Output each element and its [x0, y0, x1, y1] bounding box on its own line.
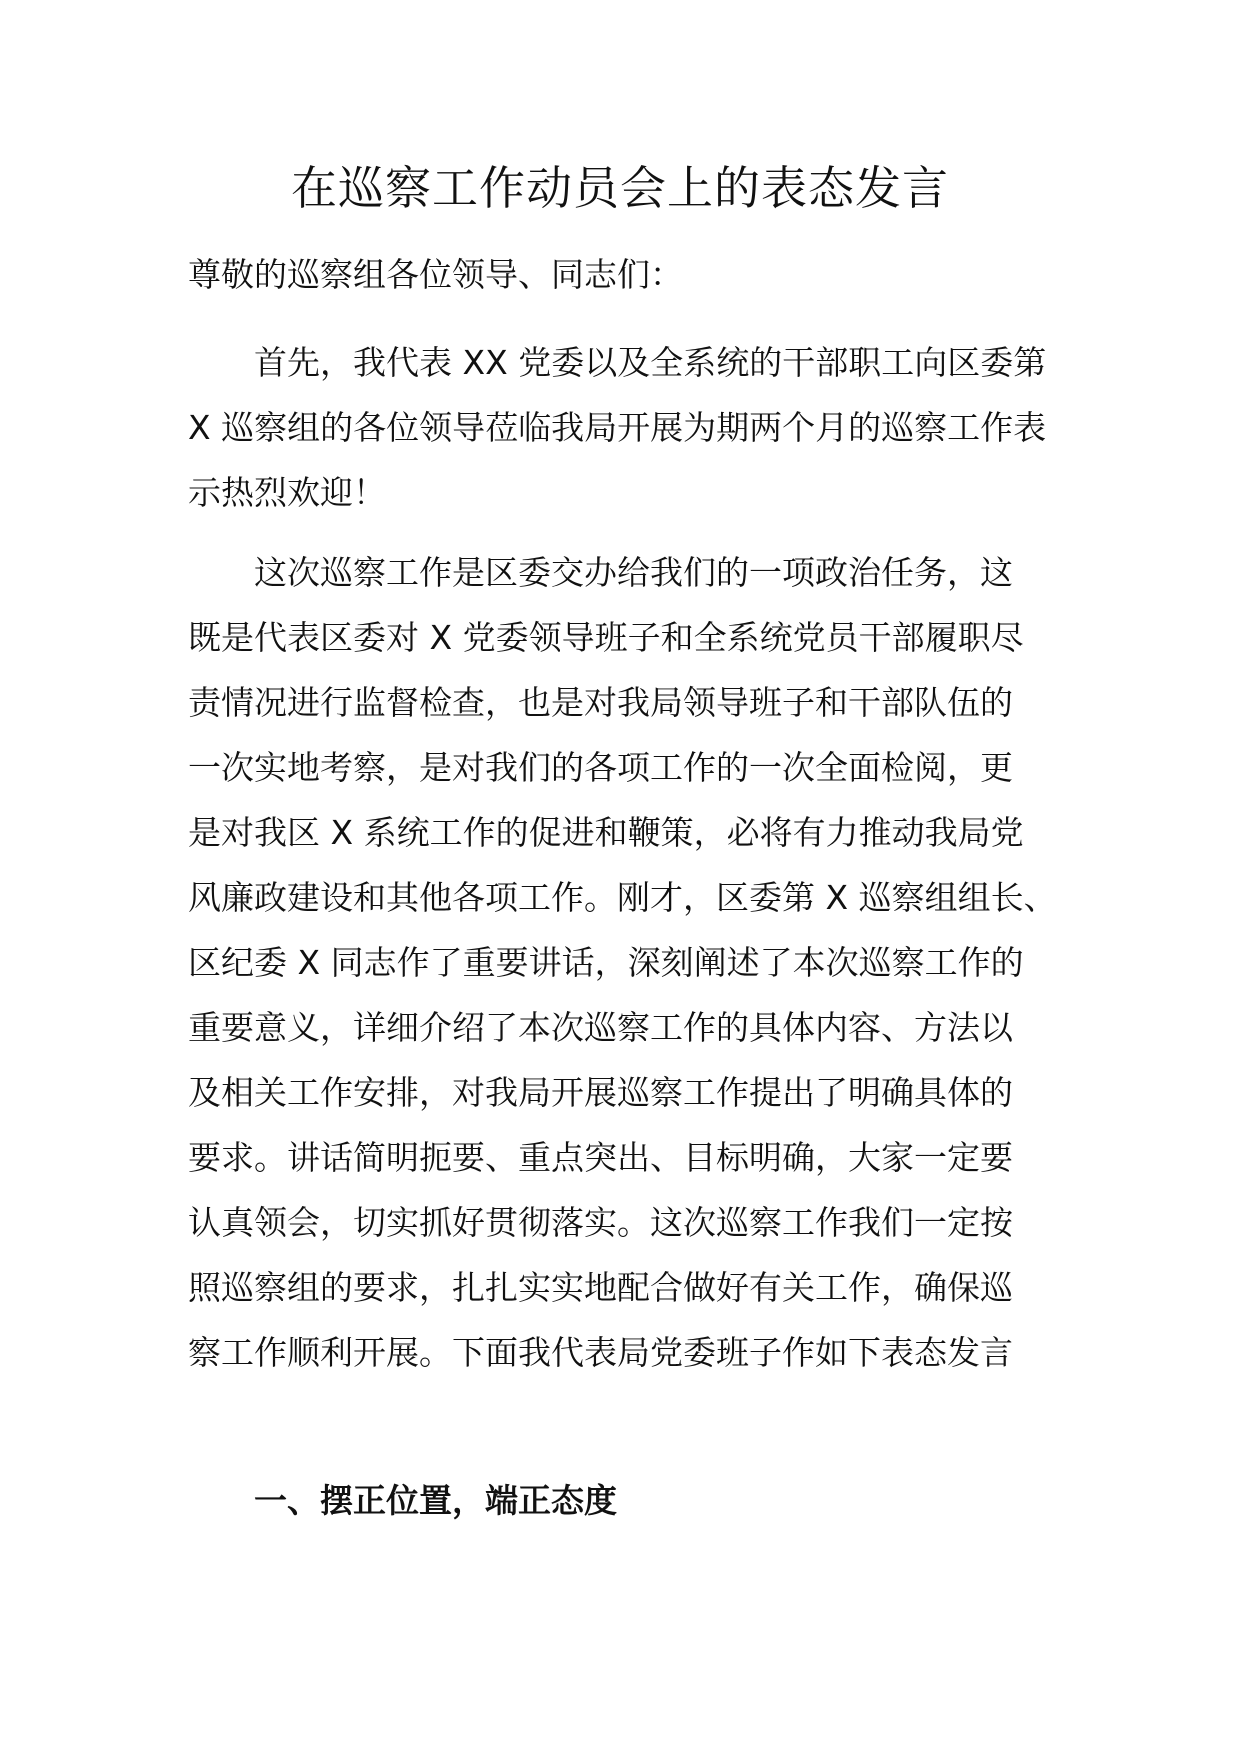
- paragraph-line: 既是代表区委对 X 党委领导班子和全系统党员干部履职尽: [188, 618, 1024, 657]
- paragraph-line: X 巡察组的各位领导莅临我局开展为期两个月的巡察工作表: [188, 408, 1047, 447]
- paragraph-line: 一次实地考察，是对我们的各项工作的一次全面检阅，更: [188, 748, 1013, 787]
- paragraph-line: 及相关工作安排，对我局开展巡察工作提出了明确具体的: [188, 1073, 1013, 1112]
- section-heading: 一、摆正位置，端正态度: [254, 1481, 617, 1520]
- paragraph-line: 认真领会，切实抓好贯彻落实。这次巡察工作我们一定按: [188, 1203, 1013, 1242]
- paragraph-line: 风廉政建设和其他各项工作。刚才，区委第 X 巡察组组长、: [188, 878, 1057, 917]
- paragraph-line: 责情况进行监督检查，也是对我局领导班子和干部队伍的: [188, 683, 1013, 722]
- salutation: 尊敬的巡察组各位领导、同志们：: [188, 255, 683, 294]
- paragraph-welcome: [188, 330, 1068, 525]
- paragraph-line: 首先，我代表 XX 党委以及全系统的干部职工向区委第: [254, 343, 1047, 382]
- paragraph-line: 是对我区 X 系统工作的促进和鞭策，必将有力推动我局党: [188, 813, 1024, 852]
- paragraph-line: 重要意义，详细介绍了本次巡察工作的具体内容、方法以: [188, 1008, 1013, 1047]
- paragraph-line: 这次巡察工作是区委交办给我们的一项政治任务，这: [254, 553, 1013, 592]
- paragraph-line: 示热烈欢迎！: [188, 473, 386, 512]
- paragraph-line: 照巡察组的要求，扎扎实实地配合做好有关工作，确保巡: [188, 1268, 1013, 1307]
- paragraph-inspection: [188, 540, 1068, 1385]
- paragraph-line: 察工作顺利开展。下面我代表局党委班子作如下表态发言: [188, 1333, 1013, 1372]
- document-title: 在巡察工作动员会上的表态发言: [291, 161, 949, 215]
- paragraph-line: 要求。讲话简明扼要、重点突出、目标明确，大家一定要: [188, 1138, 1013, 1177]
- paragraph-line: 区纪委 X 同志作了重要讲话，深刻阐述了本次巡察工作的: [188, 943, 1024, 982]
